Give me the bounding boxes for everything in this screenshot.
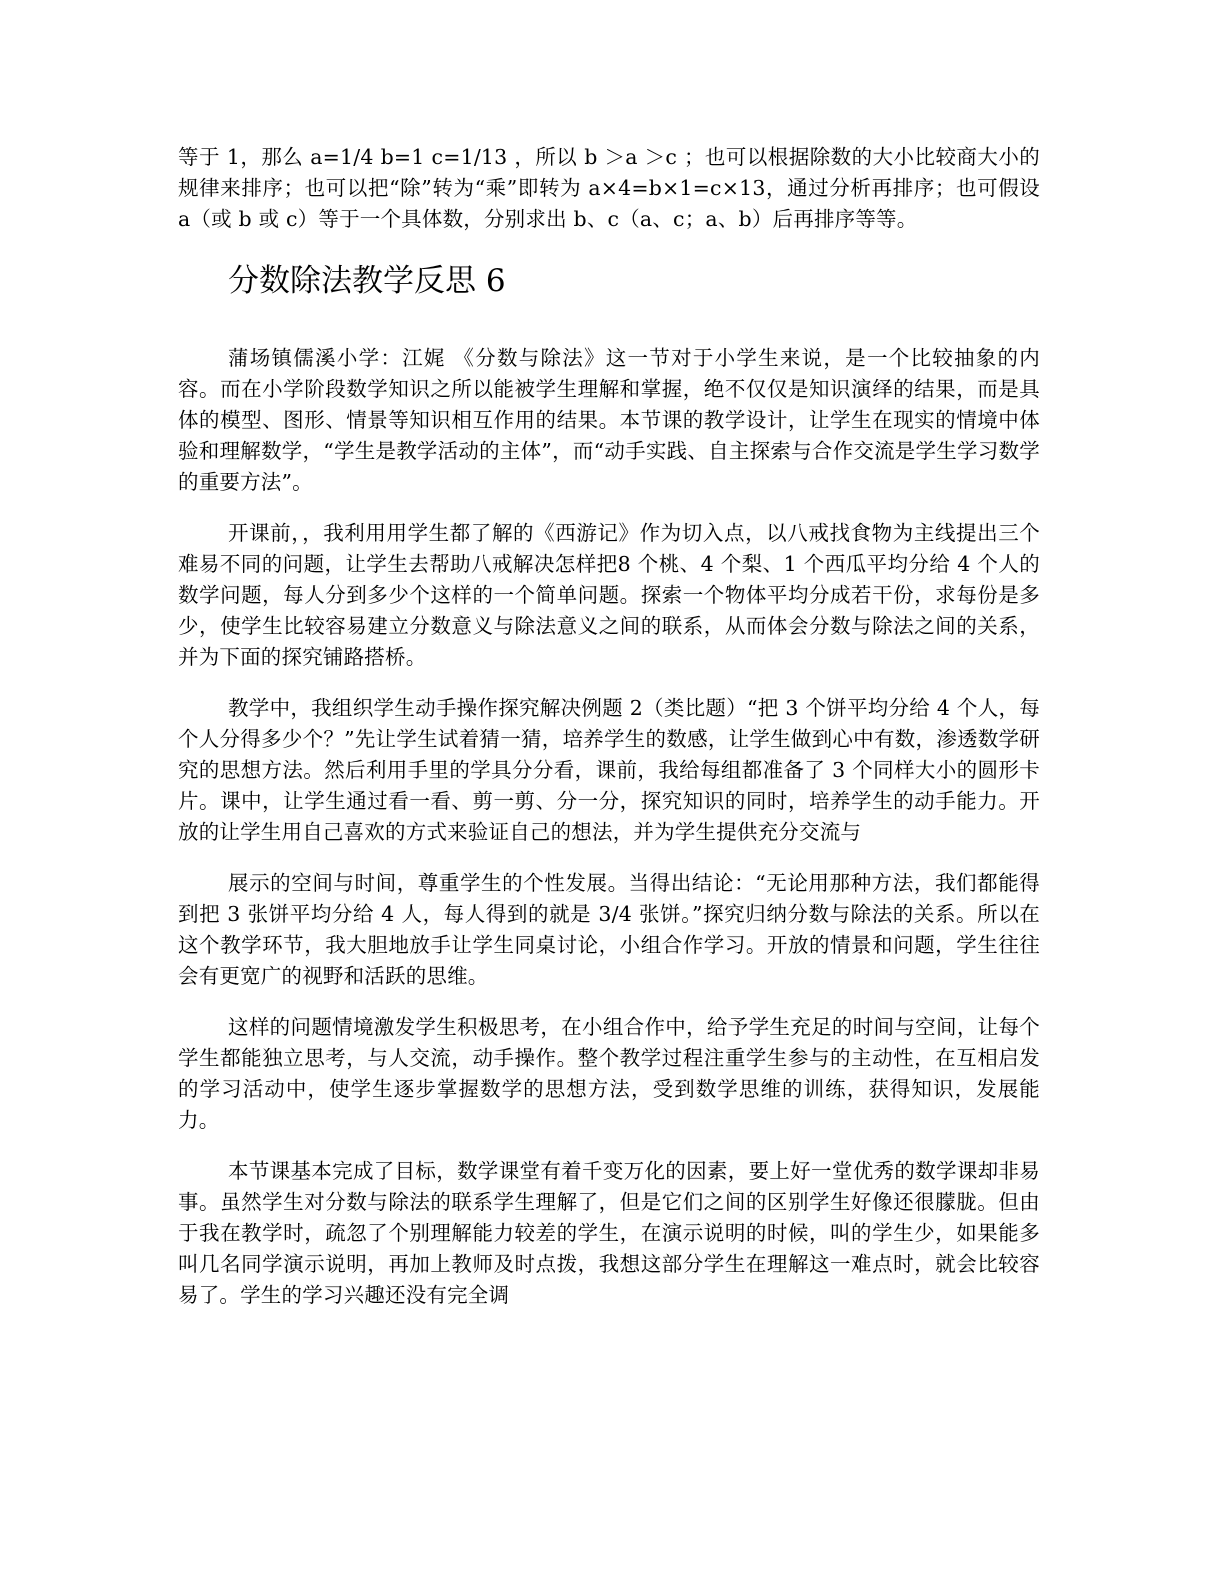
body-paragraph-3: 教学中，我组织学生动手操作探究解决例题 2（类比题）“把 3 个饼平均分给 4 个人，每个人分得多少个？”先让学生试着猜一猜，培养学生的数感，让学生做到心中有数，渗透数学研究的思想方法。然后利用手里的学具分分看，课前，我给每组都准备了 3 个同样大小的圆形卡片。课中，让学生通过看一看、剪一剪、分一分，探究知识的同时，培养学生的动手能力。开放的让学生用自己喜欢的方式来验证自己的想法，并为学生提供充分交流与 (178, 696, 1040, 844)
document-page (178, 142, 1040, 1311)
section-heading: 分数除法教学反思 6 (228, 263, 506, 299)
continued-paragraph: 等于 1，那么 a=1/4 b=1 c=1/13 ，所以 b ＞a ＞c ；也可以根据除数的大小比较商大小的规律来排序；也可以把“除”转为“乘”即转为 a×4=b×1=c×13，通过分析再排序；也可假设 a（或 b 或 c）等于一个具体数，分别求出 b、c（a、c；a、b）后再排序等等。 (178, 145, 1040, 231)
body-paragraph-1: 蒲场镇儒溪小学：江娓 《分数与除法》这一节对于小学生来说，是一个比较抽象的内容。而在小学阶段数学知识之所以能被学生理解和掌握，绝不仅仅是知识演绎的结果，而是具体的模型、图形、情景等知识相互作用的结果。本节课的教学设计，让学生在现实的情境中体验和理解数学，“学生是教学活动的主体”，而“动手实践、自主探索与合作交流是学生学习数学的重要方法”。 (178, 346, 1040, 494)
body-paragraph-5: 这样的问题情境激发学生积极思考，在小组合作中，给予学生充足的时间与空间，让每个学生都能独立思考，与人交流，动手操作。整个教学过程注重学生参与的主动性，在互相启发的学习活动中，使学生逐步掌握数学的思想方法，受到数学思维的训练，获得知识，发展能力。 (178, 1015, 1040, 1132)
body-paragraph-2: 开课前，，我利用用学生都了解的《西游记》作为切入点，以八戒找食物为主线提出三个难易不同的问题，让学生去帮助八戒解决怎样把8 个桃、4 个梨、1 个西瓜平均分给 4 个人的数学问题，每人分到多少个这样的一个简单问题。探索一个物体平均分成若干份，求每份是多少，使学生比较容易建立分数意义与除法意义之间的联系，从而体会分数与除法之间的关系，并为下面的探究铺路搭桥。 (178, 521, 1040, 669)
body-paragraph-4: 展示的空间与时间，尊重学生的个性发展。当得出结论：“无论用那种方法，我们都能得到把 3 张饼平均分给 4 人，每人得到的就是 3/4 张饼。”探究归纳分数与除法的关系。所以在这个教学环节，我大胆地放手让学生同桌讨论，小组合作学习。开放的情景和问题，学生往往会有更宽广的视野和活跃的思维。 (178, 871, 1040, 988)
body-paragraph-6: 本节课基本完成了目标，数学课堂有着千变万化的因素，要上好一堂优秀的数学课却非易事。虽然学生对分数与除法的联系学生理解了，但是它们之间的区别学生好像还很朦胧。但由于我在教学时，疏忽了个别理解能力较差的学生，在演示说明的时候，叫的学生少，如果能多叫几名同学演示说明，再加上教师及时点拨，我想这部分学生在理解这一难点时，就会比较容易了。学生的学习兴趣还没有完全调 (178, 1159, 1040, 1307)
